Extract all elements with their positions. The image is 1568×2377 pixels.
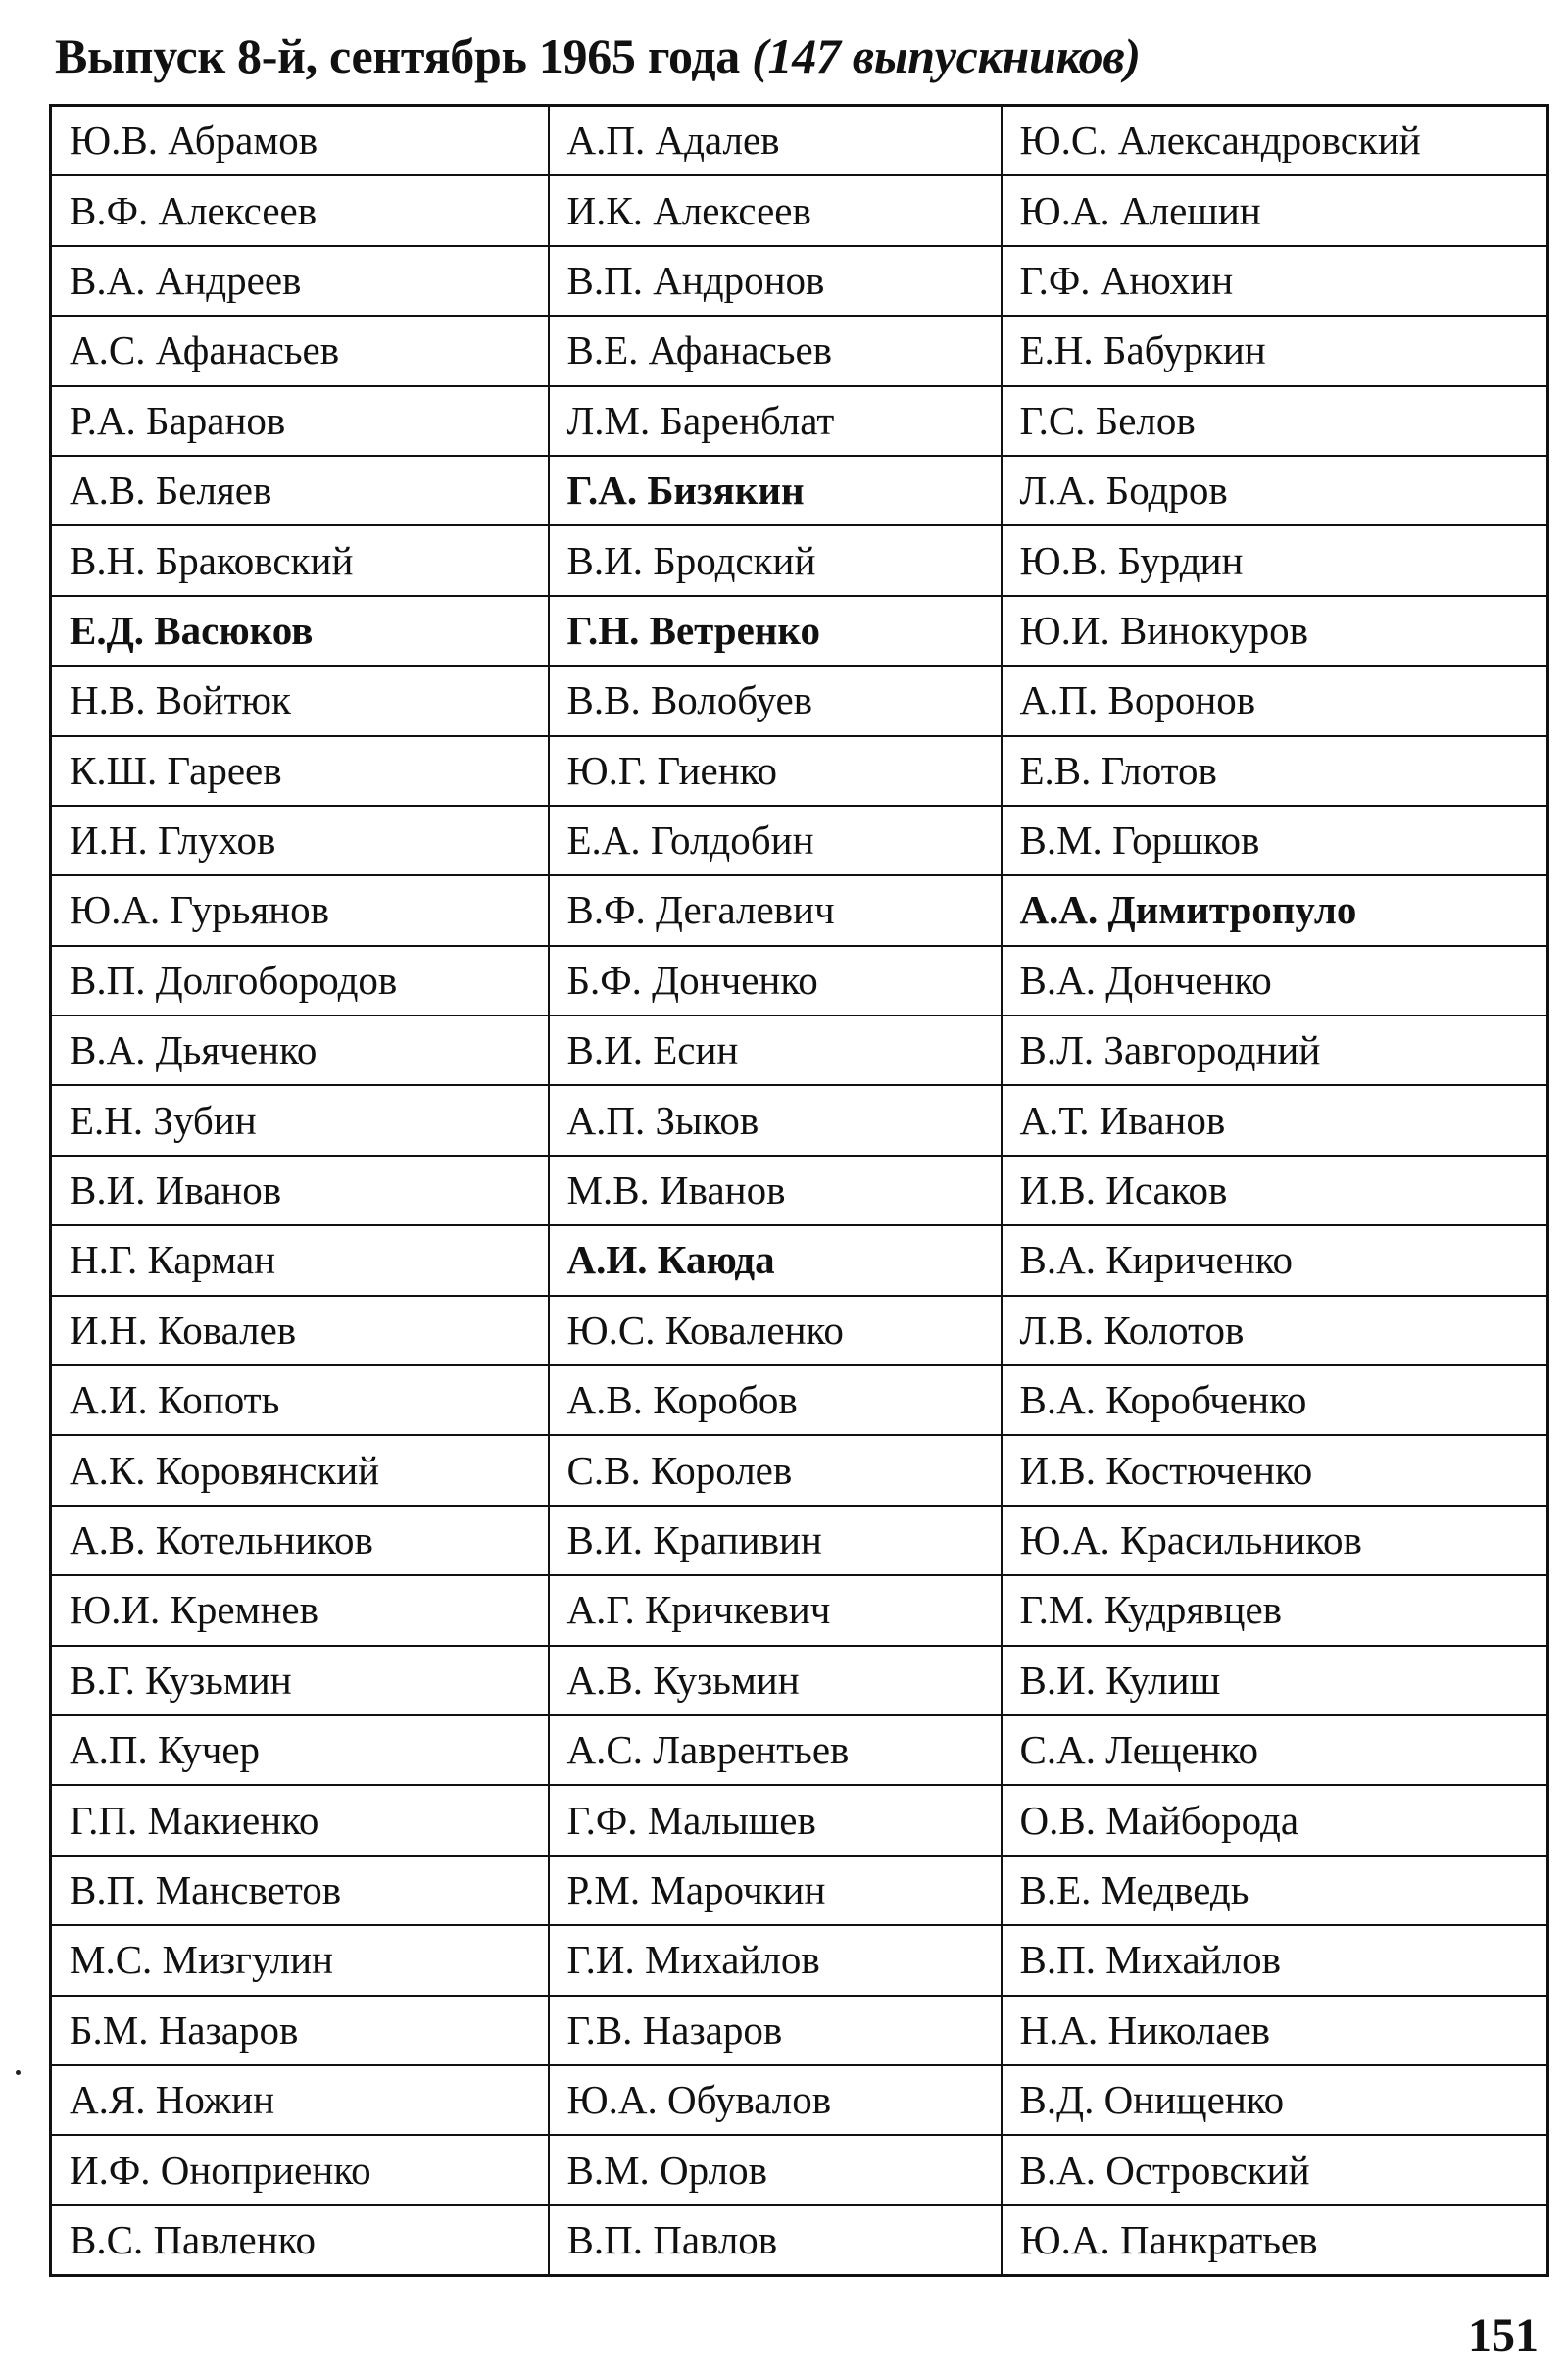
graduate-name-cell: А.В. Кузьмин bbox=[549, 1646, 1002, 1715]
graduate-name-cell: Г.В. Назаров bbox=[549, 1996, 1002, 2065]
graduate-name-cell: Е.Н. Бабуркин bbox=[1002, 316, 1548, 385]
graduate-name-cell: В.П. Михайлов bbox=[1002, 1925, 1548, 1995]
graduate-name-cell: В.Е. Медведь bbox=[1002, 1856, 1548, 1925]
table-row bbox=[51, 1646, 1548, 1715]
graduate-name-cell: В.В. Волобуев bbox=[549, 666, 1002, 735]
graduate-name-cell: В.Ф. Алексеев bbox=[51, 175, 549, 245]
graduate-name-cell: И.В. Костюченко bbox=[1002, 1435, 1548, 1505]
graduate-name-cell: И.Н. Глухов bbox=[51, 806, 549, 875]
graduate-name-cell: Н.Г. Карман bbox=[51, 1225, 549, 1295]
table-row bbox=[51, 386, 1548, 456]
graduate-name-cell: Е.Д. Васюков bbox=[51, 596, 549, 666]
graduate-name-cell: В.Н. Браковский bbox=[51, 525, 549, 595]
graduate-name-cell: В.М. Горшков bbox=[1002, 806, 1548, 875]
graduate-name-cell: В.А. Андреев bbox=[51, 246, 549, 316]
table-row bbox=[51, 1015, 1548, 1085]
graduate-name-cell: А.Т. Иванов bbox=[1002, 1085, 1548, 1155]
graduate-name-cell: Г.Ф. Анохин bbox=[1002, 246, 1548, 316]
graduate-name-cell: В.И. Кулиш bbox=[1002, 1646, 1548, 1715]
graduate-name-cell: Л.М. Баренблат bbox=[549, 386, 1002, 456]
graduate-name-cell: Г.М. Кудрявцев bbox=[1002, 1575, 1548, 1645]
graduate-name-cell: Б.М. Назаров bbox=[51, 1996, 549, 2065]
graduate-name-cell: Ю.И. Кремнев bbox=[51, 1575, 549, 1645]
graduate-name-cell: А.П. Адалев bbox=[549, 106, 1002, 176]
graduate-name-cell: Л.А. Бодров bbox=[1002, 456, 1548, 525]
table-row bbox=[51, 875, 1548, 945]
graduate-name-cell: Н.А. Николаев bbox=[1002, 1996, 1548, 2065]
table-row bbox=[51, 1435, 1548, 1505]
graduate-name-cell: В.Д. Онищенко bbox=[1002, 2065, 1548, 2135]
heading-title: Выпуск 8-й, сентябрь 1965 года bbox=[55, 28, 740, 83]
graduate-name-cell: В.А. Коробченко bbox=[1002, 1365, 1548, 1435]
graduates-table bbox=[49, 104, 1549, 2277]
graduate-name-cell: А.П. Кучер bbox=[51, 1715, 549, 1785]
graduate-name-cell: А.С. Афанасьев bbox=[51, 316, 549, 385]
table-row bbox=[51, 1085, 1548, 1155]
graduate-name-cell: В.П. Андронов bbox=[549, 246, 1002, 316]
graduate-name-cell: С.А. Лещенко bbox=[1002, 1715, 1548, 1785]
graduate-name-cell: А.И. Каюда bbox=[549, 1225, 1002, 1295]
table-row bbox=[51, 246, 1548, 316]
graduate-name-cell: Н.В. Войтюк bbox=[51, 666, 549, 735]
graduate-name-cell: Е.А. Голдобин bbox=[549, 806, 1002, 875]
graduate-name-cell: Е.Н. Зубин bbox=[51, 1085, 549, 1155]
graduate-name-cell: В.И. Бродский bbox=[549, 525, 1002, 595]
graduate-name-cell: В.И. Крапивин bbox=[549, 1506, 1002, 1575]
table-row bbox=[51, 456, 1548, 525]
graduate-name-cell: Е.В. Глотов bbox=[1002, 736, 1548, 806]
table-row bbox=[51, 946, 1548, 1015]
graduate-name-cell: А.В. Коробов bbox=[549, 1365, 1002, 1435]
table-row bbox=[51, 525, 1548, 595]
table-row bbox=[51, 1296, 1548, 1365]
table-row bbox=[51, 1715, 1548, 1785]
graduate-name-cell: В.П. Мансветов bbox=[51, 1856, 549, 1925]
table-row bbox=[51, 2205, 1548, 2276]
graduate-name-cell: В.С. Павленко bbox=[51, 2205, 549, 2276]
page-number: 151 bbox=[1468, 2309, 1539, 2361]
graduate-name-cell: Г.С. Белов bbox=[1002, 386, 1548, 456]
graduate-name-cell: Л.В. Колотов bbox=[1002, 1296, 1548, 1365]
graduate-name-cell: М.В. Иванов bbox=[549, 1156, 1002, 1225]
table-row bbox=[51, 106, 1548, 176]
graduate-name-cell: А.И. Копоть bbox=[51, 1365, 549, 1435]
graduate-name-cell: И.В. Исаков bbox=[1002, 1156, 1548, 1225]
graduate-name-cell: Ю.Г. Гиенко bbox=[549, 736, 1002, 806]
table-row bbox=[51, 2065, 1548, 2135]
table-row bbox=[51, 1856, 1548, 1925]
graduate-name-cell: Р.А. Баранов bbox=[51, 386, 549, 456]
graduate-name-cell: И.Н. Ковалев bbox=[51, 1296, 549, 1365]
page-heading bbox=[55, 27, 1141, 84]
graduate-name-cell: А.Я. Ножин bbox=[51, 2065, 549, 2135]
graduate-name-cell: А.К. Коровянский bbox=[51, 1435, 549, 1505]
table-row bbox=[51, 1156, 1548, 1225]
graduate-name-cell: Ю.А. Обувалов bbox=[549, 2065, 1002, 2135]
table-row bbox=[51, 1225, 1548, 1295]
graduate-count: (147 выпускников) bbox=[752, 28, 1141, 83]
graduate-name-cell: Р.М. Марочкин bbox=[549, 1856, 1002, 1925]
graduate-name-cell: В.А. Островский bbox=[1002, 2135, 1548, 2204]
graduate-name-cell: М.С. Мизгулин bbox=[51, 1925, 549, 1995]
graduate-name-cell: К.Ш. Гареев bbox=[51, 736, 549, 806]
graduate-name-cell: Ю.С. Александровский bbox=[1002, 106, 1548, 176]
table-row bbox=[51, 1575, 1548, 1645]
table-row bbox=[51, 175, 1548, 245]
table-row bbox=[51, 1785, 1548, 1855]
graduate-name-cell: В.И. Иванов bbox=[51, 1156, 549, 1225]
graduate-name-cell: А.А. Димитропуло bbox=[1002, 875, 1548, 945]
graduate-name-cell: Г.А. Бизякин bbox=[549, 456, 1002, 525]
graduate-name-cell: Ю.А. Красильников bbox=[1002, 1506, 1548, 1575]
graduate-name-cell: А.Г. Кричкевич bbox=[549, 1575, 1002, 1645]
graduate-name-cell: А.П. Зыков bbox=[549, 1085, 1002, 1155]
table-row bbox=[51, 1365, 1548, 1435]
graduate-name-cell: Ю.А. Панкратьев bbox=[1002, 2205, 1548, 2276]
table-row bbox=[51, 1506, 1548, 1575]
graduate-name-cell: А.П. Воронов bbox=[1002, 666, 1548, 735]
graduate-name-cell: И.К. Алексеев bbox=[549, 175, 1002, 245]
graduate-name-cell: А.В. Котельников bbox=[51, 1506, 549, 1575]
graduate-name-cell: Ю.В. Бурдин bbox=[1002, 525, 1548, 595]
graduate-name-cell: Ю.В. Абрамов bbox=[51, 106, 549, 176]
graduate-name-cell: И.Ф. Оноприенко bbox=[51, 2135, 549, 2204]
graduates-table-body bbox=[51, 106, 1548, 2276]
graduate-name-cell: В.П. Долгобородов bbox=[51, 946, 549, 1015]
table-row bbox=[51, 1996, 1548, 2065]
table-row bbox=[51, 1925, 1548, 1995]
graduate-name-cell: В.А. Донченко bbox=[1002, 946, 1548, 1015]
graduate-name-cell: В.Л. Завгородний bbox=[1002, 1015, 1548, 1085]
graduate-name-cell: А.С. Лаврентьев bbox=[549, 1715, 1002, 1785]
table-row bbox=[51, 736, 1548, 806]
table-row bbox=[51, 806, 1548, 875]
graduate-name-cell: С.В. Королев bbox=[549, 1435, 1002, 1505]
graduate-name-cell: В.А. Кириченко bbox=[1002, 1225, 1548, 1295]
graduate-name-cell: В.Ф. Дегалевич bbox=[549, 875, 1002, 945]
graduate-name-cell: Г.И. Михайлов bbox=[549, 1925, 1002, 1995]
graduate-name-cell: Ю.А. Алешин bbox=[1002, 175, 1548, 245]
graduate-name-cell: Ю.И. Винокуров bbox=[1002, 596, 1548, 666]
graduate-name-cell: Б.Ф. Донченко bbox=[549, 946, 1002, 1015]
margin-dot bbox=[16, 2070, 21, 2075]
graduate-name-cell: В.Г. Кузьмин bbox=[51, 1646, 549, 1715]
table-row bbox=[51, 596, 1548, 666]
graduate-name-cell: В.М. Орлов bbox=[549, 2135, 1002, 2204]
graduate-name-cell: Г.Н. Ветренко bbox=[549, 596, 1002, 666]
graduate-name-cell: Г.П. Макиенко bbox=[51, 1785, 549, 1855]
graduate-name-cell: Ю.С. Коваленко bbox=[549, 1296, 1002, 1365]
graduate-name-cell: Г.Ф. Малышев bbox=[549, 1785, 1002, 1855]
graduate-name-cell: В.А. Дьяченко bbox=[51, 1015, 549, 1085]
table-row bbox=[51, 2135, 1548, 2204]
graduate-name-cell: В.Е. Афанасьев bbox=[549, 316, 1002, 385]
table-row bbox=[51, 666, 1548, 735]
graduate-name-cell: В.П. Павлов bbox=[549, 2205, 1002, 2276]
graduate-name-cell: В.И. Есин bbox=[549, 1015, 1002, 1085]
graduate-name-cell: О.В. Майборода bbox=[1002, 1785, 1548, 1855]
table-row bbox=[51, 316, 1548, 385]
graduate-name-cell: Ю.А. Гурьянов bbox=[51, 875, 549, 945]
graduate-name-cell: А.В. Беляев bbox=[51, 456, 549, 525]
